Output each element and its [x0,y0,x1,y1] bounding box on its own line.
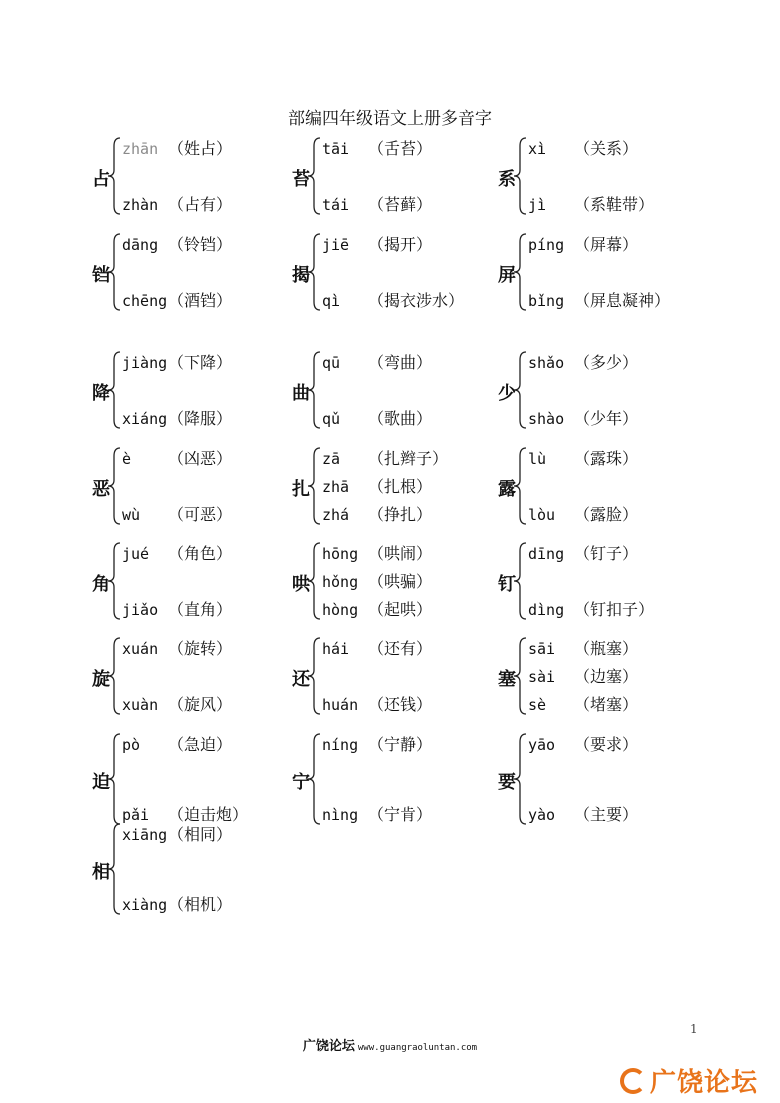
polyphonic-entry [498,350,758,460]
pinyin: zhā [322,478,350,496]
pinyin: zhá [322,506,350,524]
reading-line [122,502,232,525]
page-title: 部编四年级语文上册多音字 [288,109,492,129]
example-word: （挣扎） [368,505,433,524]
pinyin: nìng [322,806,359,824]
entry-character: 揭 [292,265,310,286]
entry-character: 迫 [92,772,110,793]
pinyin: hǒng [322,573,359,591]
pinyin: tái [322,196,350,214]
reading-line [322,192,432,215]
pinyin: bǐng [528,292,565,310]
pinyin: jì [528,196,547,214]
entry-character: 占 [92,169,110,190]
pinyin: jiē [322,236,350,254]
brace-icon [306,232,322,312]
pinyin: lòu [528,506,556,524]
entry-character: 哄 [292,574,310,595]
pinyin: dìng [528,601,565,619]
pinyin: shào [528,410,565,428]
reading-line [322,636,432,659]
reading-line [122,446,232,469]
example-word: （钉子） [574,544,639,563]
example-word: （边塞） [574,667,639,686]
pinyin: dāng [122,236,159,254]
pinyin: sè [528,696,547,714]
pinyin: huán [322,696,359,714]
reading-line [528,232,638,255]
reading-line [528,136,638,159]
brace-icon [306,350,322,430]
polyphonic-entry [498,636,758,746]
brace-icon [106,636,122,716]
pinyin: sài [528,668,556,686]
entry-character: 少 [498,383,516,404]
reading-line [122,406,232,429]
reading-line [528,446,638,469]
page-number: 1 [690,1022,698,1036]
entry-character: 角 [92,574,110,595]
reading-line [322,288,464,311]
reading-line [122,541,232,564]
brace-icon [512,636,528,716]
brace-icon [106,232,122,312]
polyphonic-entry [498,136,758,246]
example-word: （屏息凝神） [574,291,671,310]
brace-icon [306,446,322,526]
example-word: （歌曲） [368,409,433,428]
entry-character: 苔 [292,169,310,190]
entry-character: 屏 [498,265,516,286]
footer [0,1035,780,1054]
reading-line [528,406,638,429]
example-word: （扎辫子） [368,449,449,468]
example-word: （关系） [574,139,639,158]
pinyin: jiàng [122,354,168,372]
pinyin: lù [528,450,547,468]
polyphonic-entry [498,541,758,651]
example-word: （哄骗） [368,572,433,591]
pinyin: zā [322,450,341,468]
example-word: （扎根） [368,477,433,496]
brace-icon [512,446,528,526]
pinyin: zhàn [122,196,159,214]
reading-line [122,136,232,159]
example-word: （急迫） [168,735,233,754]
example-word: （凶恶） [168,449,233,468]
example-word: （起哄） [368,600,433,619]
brace-icon [306,732,322,826]
brace-icon [106,446,122,526]
logo-g-icon [620,1068,646,1094]
reading-line [322,597,432,620]
reading-line [528,192,654,215]
brace-icon [306,636,322,716]
pinyin: hōng [322,545,359,563]
reading-line [322,232,432,255]
pinyin: yào [528,806,556,824]
pinyin: xiāng [122,826,168,844]
brace-icon [306,541,322,621]
polyphonic-entry [92,822,352,932]
entry-character: 铛 [92,265,110,286]
reading-line [322,446,448,469]
reading-line [122,692,232,715]
pinyin: hòng [322,601,359,619]
polyphonic-entry [498,446,758,556]
pinyin: píng [528,236,565,254]
brace-icon [512,136,528,216]
pinyin: jiǎo [122,601,159,619]
example-word: （舌苔） [368,139,433,158]
brace-icon [106,350,122,430]
example-word: （宁肯） [368,805,433,824]
reading-line [322,406,432,429]
polyphonic-entry [498,232,758,342]
example-word: （可恶） [168,505,233,524]
entry-character: 旋 [92,669,110,690]
logo-text: 广饶论坛 [650,1068,759,1098]
reading-line [322,541,432,564]
example-word: （瓶塞） [574,639,639,658]
reading-line [528,597,654,620]
reading-line [528,350,638,373]
brace-icon [512,350,528,430]
pinyin: yāo [528,736,556,754]
reading-line [122,232,232,255]
pinyin: xiáng [122,410,168,428]
example-word: （迫击炮） [168,805,249,824]
brace-icon [512,732,528,826]
entry-character: 要 [498,772,516,793]
example-word: （还有） [368,639,433,658]
reading-line [122,636,232,659]
pinyin: zhān [122,140,159,158]
pinyin: è [122,450,132,468]
example-word: （揭开） [368,235,433,254]
example-word: （要求） [574,735,639,754]
pinyin: níng [322,736,359,754]
reading-line [122,732,232,755]
reading-line [528,636,638,659]
example-word: （宁静） [368,735,433,754]
example-word: （姓占） [168,139,233,158]
reading-line [322,350,432,373]
pinyin: qǔ [322,410,341,428]
example-word: （还钱） [368,695,433,714]
example-word: （旋风） [168,695,233,714]
pinyin: dīng [528,545,565,563]
example-word: （直角） [168,600,233,619]
footer-site-name: 广饶论坛 [302,1039,355,1054]
brace-icon [106,822,122,916]
brace-icon [106,136,122,216]
example-word: （主要） [574,805,639,824]
reading-line [528,502,638,525]
example-word: （旋转） [168,639,233,658]
pinyin: wù [122,506,141,524]
example-word: （弯曲） [368,353,433,372]
pinyin: shǎo [528,354,565,372]
reading-line [528,541,638,564]
entry-character: 露 [498,479,516,500]
pinyin: pǎi [122,806,150,824]
reading-line [322,692,432,715]
example-word: （酒铛） [168,291,233,310]
example-word: （苔藓） [368,195,433,214]
reading-line [528,288,670,311]
example-word: （屏幕） [574,235,639,254]
brace-icon [512,541,528,621]
example-word: （哄闹） [368,544,433,563]
entry-character: 恶 [92,479,110,500]
example-word: （多少） [574,353,639,372]
brace-icon [306,136,322,216]
reading-line [122,822,232,845]
entry-character: 曲 [292,383,310,404]
example-word: （露脸） [574,505,639,524]
brace-icon [106,732,122,826]
pinyin: chēng [122,292,168,310]
reading-line [322,474,432,497]
entry-character: 塞 [498,669,516,690]
reading-line [322,502,432,525]
reading-line [122,192,232,215]
reading-line [528,802,638,825]
example-word: （相同） [168,825,233,844]
entry-character: 宁 [292,772,310,793]
pinyin: hái [322,640,350,658]
example-word: （相机） [168,895,233,914]
pinyin: sāi [528,640,556,658]
example-word: （铃铛） [168,235,233,254]
pinyin: qì [322,292,341,310]
example-word: （露珠） [574,449,639,468]
pinyin: pò [122,736,141,754]
reading-line [122,350,232,373]
entry-character: 钉 [498,574,516,595]
example-word: （角色） [168,544,233,563]
entry-character: 扎 [292,479,310,500]
entry-character: 系 [498,169,516,190]
reading-line [528,692,638,715]
reading-line [528,664,638,687]
pinyin: xiàng [122,896,168,914]
example-word: （系鞋带） [574,195,655,214]
example-word: （揭衣涉水） [368,291,465,310]
reading-line [528,732,638,755]
example-word: （占有） [168,195,233,214]
example-word: （降服） [168,409,233,428]
pinyin: jué [122,545,150,563]
pinyin: qū [322,354,341,372]
reading-line [322,136,432,159]
reading-line [122,892,232,915]
pinyin: tāi [322,140,350,158]
example-word: （下降） [168,353,233,372]
entry-character: 相 [92,862,110,883]
entry-character: 还 [292,669,310,690]
pinyin: xì [528,140,547,158]
example-word: （少年） [574,409,639,428]
pinyin: xuán [122,640,159,658]
footer-url[interactable]: www.guangraoluntan.com [357,1043,478,1053]
brace-icon [106,541,122,621]
site-logo [620,1062,758,1099]
example-word: （钉扣子） [574,600,655,619]
reading-line [322,569,432,592]
reading-line [122,597,232,620]
example-word: （堵塞） [574,695,639,714]
reading-line [322,732,432,755]
brace-icon [512,232,528,312]
polyphonic-entry [498,732,758,842]
pinyin: xuàn [122,696,159,714]
reading-line [122,288,232,311]
entry-character: 降 [92,383,110,404]
